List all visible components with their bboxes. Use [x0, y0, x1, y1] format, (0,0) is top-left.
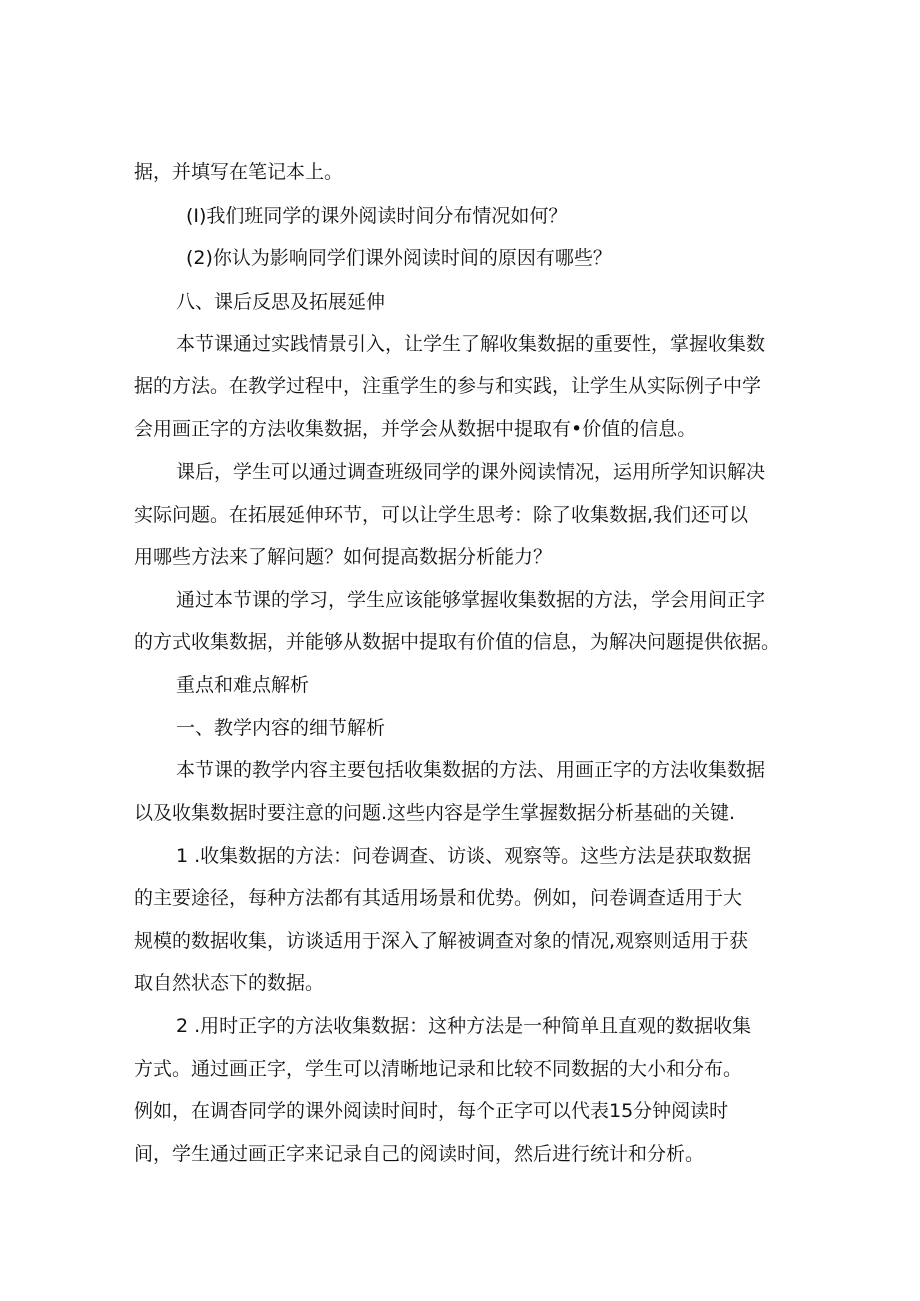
- paragraph-line: 据的方法。在教学过程中，注重学生的参与和实践，让学生从实际例子中学: [134, 375, 762, 397]
- section-heading: 重点和难点解析: [176, 674, 310, 696]
- paragraph-line: 的方式收集数据，并能够从数据中提取有价值的信息，为解决问题提供依据。: [134, 631, 781, 653]
- paragraph-line: 用哪些方法来了解问题？如何提高数据分析能力？: [134, 546, 553, 568]
- paragraph-line: 方式。通过画正字，学生可以清晰地记录和比较不同数据的大小和分布。: [134, 1058, 743, 1080]
- question-item-2: (2)你认为影响同学们课外阅读时间的原因有哪些？: [186, 247, 612, 269]
- paragraph-line: 课后，学生可以通过调查班级同学的课外阅读情况，运用所学知识解决: [176, 461, 766, 483]
- paragraph-line: 规模的数据收集，访谈适用于深入了解被调查对象的情况,观察则适用于获: [134, 930, 749, 952]
- paragraph-line: 通过本节课的学习，学生应该能够掌握收集数据的方法，学会用间正字: [176, 589, 766, 611]
- paragraph-line: 以及收集数据时要注意的问题.这些内容是学生掌握数据分析基础的关键.: [134, 802, 736, 824]
- list-item-2: 2 .用时正字的方法收集数据：这种方法是一种简单且直观的数据收集: [176, 1015, 752, 1037]
- section-heading-8: 八、课后反思及拓展延伸: [176, 291, 386, 313]
- paragraph-line: 本节课通过实践情景引入，让学生了解收集数据的重要性，掌握收集数: [176, 333, 766, 355]
- paragraph-line: 本节课的教学内容主要包括收集数据的方法、用画正字的方法收集数据: [176, 759, 766, 781]
- paragraph-line: 的主要途径，每种方法都有其适用场景和优势。例如，问卷调查适用于大: [134, 887, 743, 909]
- paragraph-line: 取自然状态下的数据。: [134, 972, 325, 994]
- text-line: 据，并填写在笔记本上。: [134, 161, 344, 183]
- paragraph-line: 间，学生通过画正字来记录自己的阅读时间，然后进行统计和分析。: [134, 1143, 705, 1165]
- section-heading-1: 一、教学内容的细节解析: [176, 717, 386, 739]
- list-item-1: 1 .收集数据的方法：问卷调查、访谈、观察等。这些方法是获取数据: [176, 845, 752, 867]
- paragraph-line: 会用画正字的方法收集数据，并学会从数据中提取有•价值的信息。: [134, 418, 697, 440]
- question-item-1: (I)我们班同学的课外阅读时间分布情况如何？: [186, 205, 568, 227]
- paragraph-line: 实际问题。在拓展延伸环节，可以让学生思考：除了收集数据,我们还可以: [134, 504, 749, 526]
- paragraph-line: 例如，在调杳同学的课外阅读时间时，每个正字可以代表15分钟阅读时: [134, 1100, 729, 1122]
